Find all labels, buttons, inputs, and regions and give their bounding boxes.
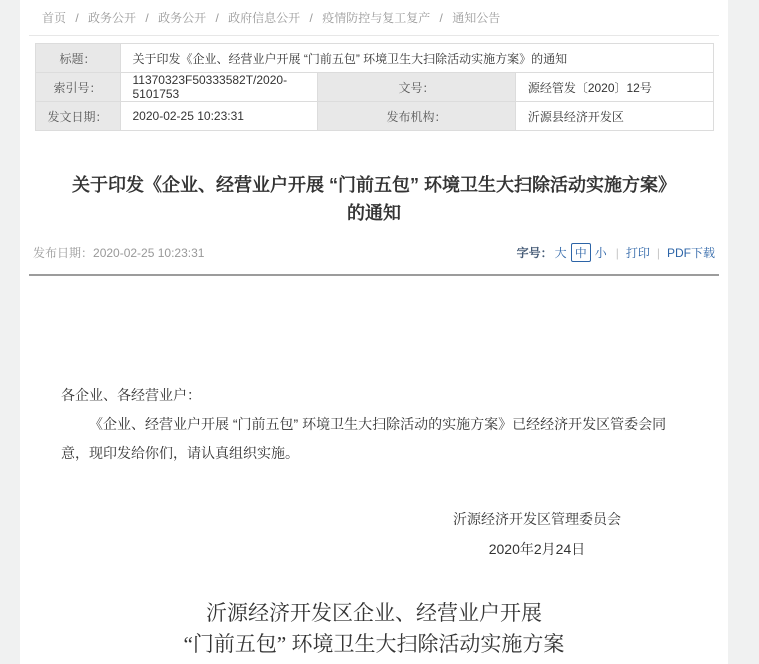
article-meta-row: [33, 243, 715, 262]
attachment-title: [61, 598, 687, 660]
print-button[interactable]: 打印: [625, 246, 650, 260]
document-info-table: [35, 43, 714, 131]
attachment-title-line1: 沂源经济开发区企业、经营业户开展: [206, 601, 542, 625]
issue-date-label: 发文日期：: [35, 102, 120, 131]
breadcrumb-separator: /: [75, 11, 79, 25]
publish-date-value: 2020-02-25 10:23:31: [93, 246, 205, 260]
index-number-label: 索引号：: [35, 73, 120, 102]
table-row-date: [35, 102, 713, 131]
font-size-label: 字号：: [516, 246, 553, 260]
breadcrumb: [29, 0, 719, 36]
salutation-text: 各企业、各经营业户：: [61, 387, 201, 403]
breadcrumb-item[interactable]: 政务公开: [88, 11, 137, 25]
issuing-agency-value: 沂源县经济开发区: [515, 102, 713, 131]
article-body: [29, 276, 719, 660]
content-page: [20, 0, 728, 664]
signature-date: 2020年2月24日: [488, 541, 586, 557]
table-row-title: [35, 44, 713, 73]
toolbar-separator: |: [615, 245, 619, 260]
breadcrumb-item-home[interactable]: 首页: [42, 11, 67, 25]
breadcrumb-separator: /: [309, 11, 313, 25]
breadcrumb-item-current[interactable]: 通知公告: [452, 11, 501, 25]
article-toolbar: [517, 243, 715, 262]
signature-block: [387, 504, 687, 564]
toolbar-separator: |: [656, 245, 660, 260]
issue-date-value: 2020-02-25 10:23:31: [120, 102, 318, 131]
doc-number-value: 源经管发〔2020〕12号: [515, 73, 713, 102]
publish-date-label: 发布日期：: [33, 246, 94, 260]
page-inner: [20, 0, 728, 660]
breadcrumb-separator: /: [145, 11, 149, 25]
attachment-title-line2: “门前五包” 环境卫生大扫除活动实施方案: [183, 632, 565, 656]
breadcrumb-separator: /: [439, 11, 443, 25]
font-size-small-button[interactable]: 小: [594, 246, 607, 260]
doc-number-label: 文号：: [318, 73, 516, 102]
breadcrumb-separator: /: [215, 11, 219, 25]
font-size-large-button[interactable]: 大: [554, 246, 567, 260]
breadcrumb-item[interactable]: 政府信息公开: [228, 11, 301, 25]
body-paragraph: 《企业、经营业户开展 “门前五包” 环境卫生大扫除活动的实施方案》已经经济开发区管委会同意，现印发给你们，请认真组织实施。: [61, 416, 667, 461]
breadcrumb-item[interactable]: 疫情防控与复工复产: [322, 11, 431, 25]
pdf-download-button[interactable]: PDF下载: [666, 246, 715, 260]
issuing-agency-label: 发布机构：: [318, 102, 516, 131]
index-number-value: 11370323F50333582T/2020-5101753: [120, 73, 318, 102]
title-label: 标题：: [35, 44, 120, 73]
publish-date: [33, 244, 204, 261]
signature-organization: 沂源经济开发区管理委员会: [453, 511, 621, 527]
font-size-medium-button[interactable]: 中: [571, 243, 591, 262]
title-value: 关于印发《企业、经营业户开展 “门前五包” 环境卫生大扫除活动实施方案》的通知: [120, 44, 713, 73]
page-title: 关于印发《企业、经营业户开展 “门前五包” 环境卫生大扫除活动实施方案》的通知: [72, 175, 676, 223]
table-row-index: [35, 73, 713, 102]
breadcrumb-item[interactable]: 政务公开: [158, 11, 207, 25]
